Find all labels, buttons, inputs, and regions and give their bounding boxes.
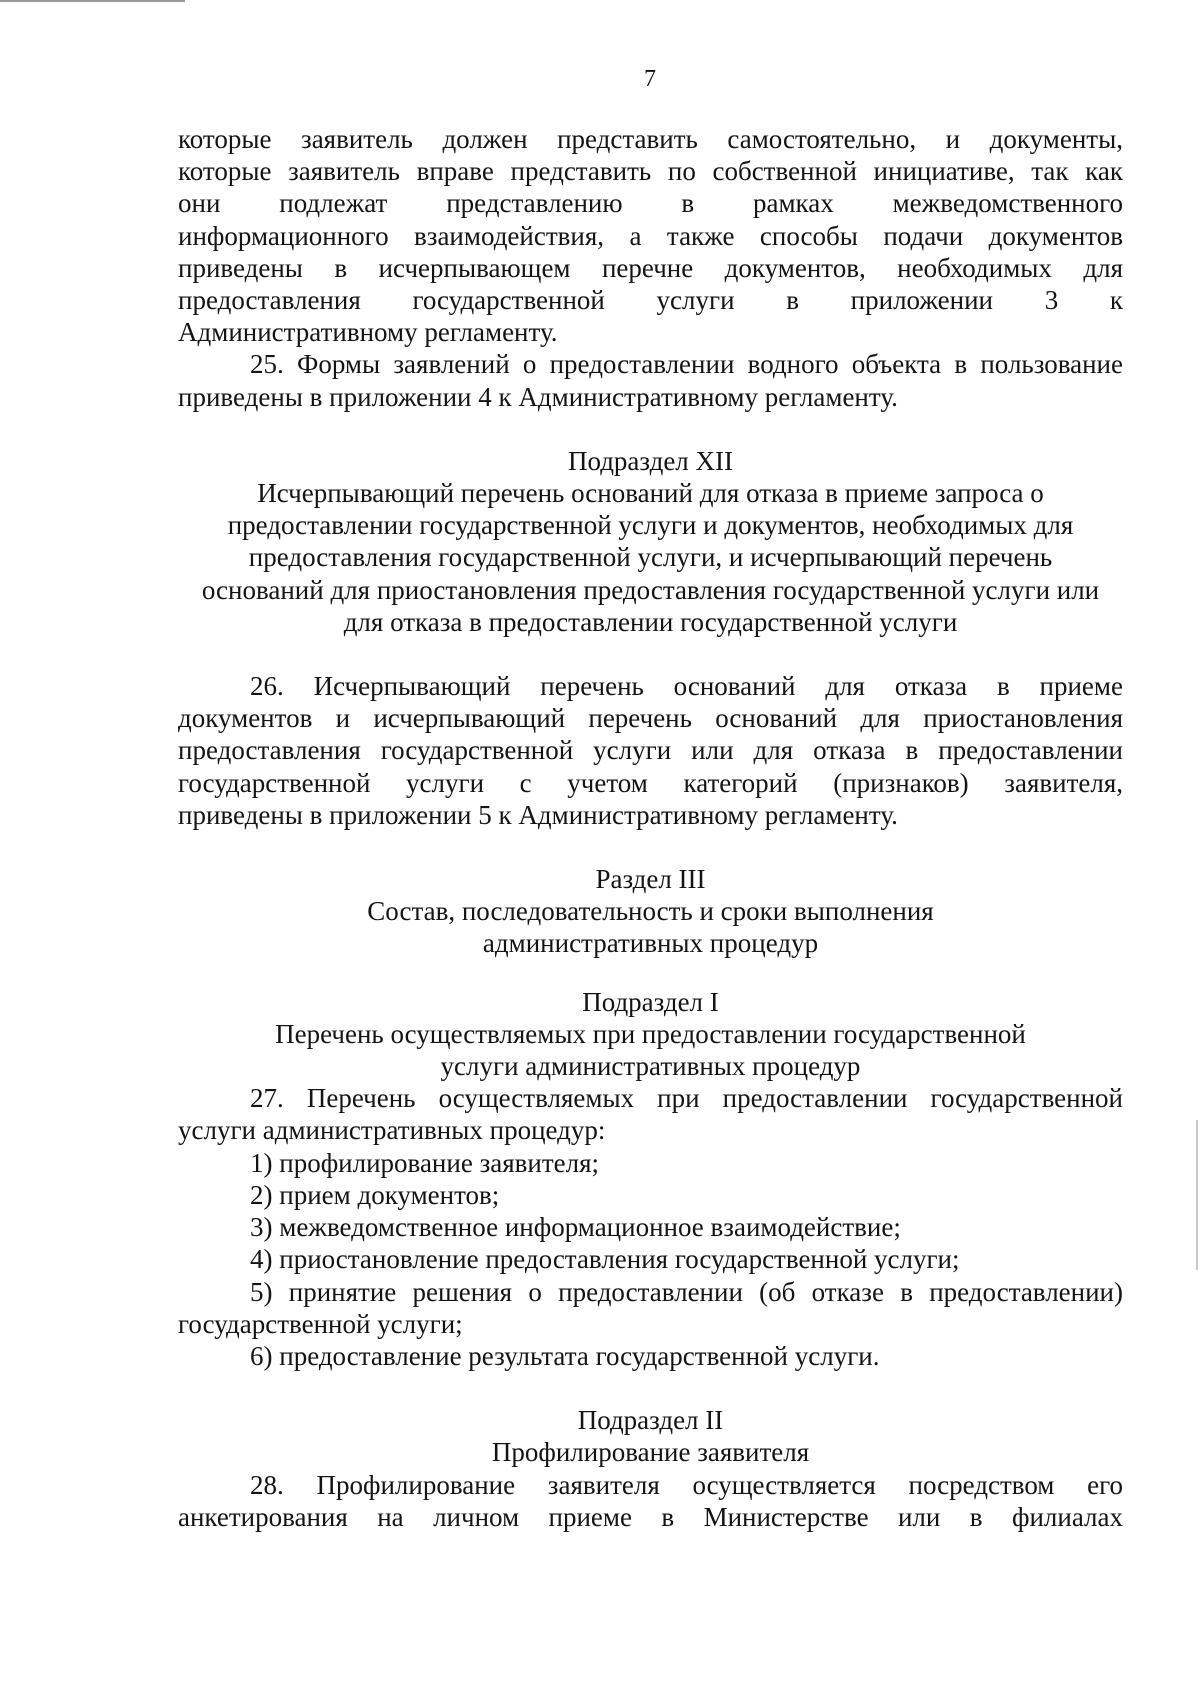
document-body: [178, 123, 1123, 1533]
subsection-xii-title-line: предоставлении государственной услуги и документов, необходимых для: [227, 510, 1074, 541]
subsection-xii-title-line: оснований для приостановления предоставления государственной услуги или: [201, 574, 1100, 605]
paragraph-25-line: 25. Формы заявлений о предоставлении водного объекта в пользование: [250, 349, 1123, 380]
procedure-item: 4) приостановление предоставления государственной услуги;: [250, 1244, 960, 1275]
page-number: 7: [644, 66, 656, 92]
paragraph-line: которые заявитель должен представить самостоятельно, и документы,: [178, 124, 1123, 154]
paragraph-28-line: 28. Профилирование заявителя осуществляется посредством его: [250, 1469, 1123, 1500]
procedure-item: 5) принятие решения о предоставлении (об отказе в предоставлении): [250, 1276, 1123, 1307]
paragraph-26-line: государственной услуги с учетом категорий (признаков) заявителя,: [178, 767, 1123, 798]
paragraph-line: информационного взаимодействия, а также способы подачи документов: [178, 220, 1123, 251]
subsection-xii-title-line: Исчерпывающий перечень оснований для отказа в приеме запроса о: [257, 478, 1044, 509]
section-iii-title-line: административных процедур: [482, 928, 819, 959]
paragraph-26-line: предоставления государственной услуги или для отказа в предоставлении: [178, 735, 1123, 766]
subsection-ii-label: Подраздел II: [577, 1405, 724, 1436]
paragraph-27-line: 27. Перечень осуществляемых при предоставлении государственной: [250, 1083, 1123, 1114]
paragraph-27-line: услуги административных процедур:: [178, 1115, 606, 1146]
subsection-i-title-line: Перечень осуществляемых при предоставлении государственной: [275, 1018, 1026, 1049]
paragraph-line: они подлежат представлению в рамках межведомственного: [178, 188, 1123, 219]
subsection-xii-label: Подраздел XII: [567, 445, 734, 476]
scan-edge-line: [1196, 1120, 1198, 1270]
procedure-item-continuation: государственной услуги;: [178, 1308, 463, 1339]
paragraph-line: которые заявитель вправе представить по собственной инициативе, так как: [178, 156, 1123, 187]
procedure-item: 3) межведомственное информационное взаимодействие;: [250, 1212, 901, 1243]
section-iii-title-line: Состав, последовательность и сроки выполнения: [367, 896, 934, 927]
subsection-i-label: Подраздел I: [582, 986, 719, 1017]
subsection-xii-title-line: для отказа в предоставлении государственной услуги: [343, 606, 958, 637]
procedure-item: 6) предоставление результата государственной услуги.: [250, 1340, 880, 1371]
paragraph-28-line: анкетирования на личном приеме в Министерстве или в филиалах: [178, 1501, 1123, 1532]
subsection-ii-title: Профилирование заявителя: [491, 1437, 810, 1468]
scan-edge-line: [0, 0, 185, 2]
paragraph-line: предоставления государственной услуги в приложении 3 к: [178, 285, 1123, 316]
procedure-item: 1) профилирование заявителя;: [250, 1147, 600, 1178]
paragraph-26-line: приведены в приложении 5 к Административному регламенту.: [178, 799, 898, 830]
procedure-item: 2) прием документов;: [250, 1179, 500, 1210]
section-iii-label: Раздел III: [595, 864, 706, 895]
subsection-i-title-line: услуги административных процедур: [440, 1051, 861, 1082]
paragraph-26-line: 26. Исчерпывающий перечень оснований для отказа в приеме: [250, 671, 1123, 702]
paragraph-line: приведены в исчерпывающем перечне документов, необходимых для: [178, 252, 1123, 283]
paragraph-25-line: приведены в приложении 4 к Административному регламенту.: [178, 381, 898, 412]
paragraph-26-line: документов и исчерпывающий перечень оснований для приостановления: [178, 703, 1123, 734]
paragraph-line: Административному регламенту.: [178, 317, 558, 348]
subsection-xii-title-line: предоставления государственной услуги, и исчерпывающий перечень: [248, 542, 1053, 573]
